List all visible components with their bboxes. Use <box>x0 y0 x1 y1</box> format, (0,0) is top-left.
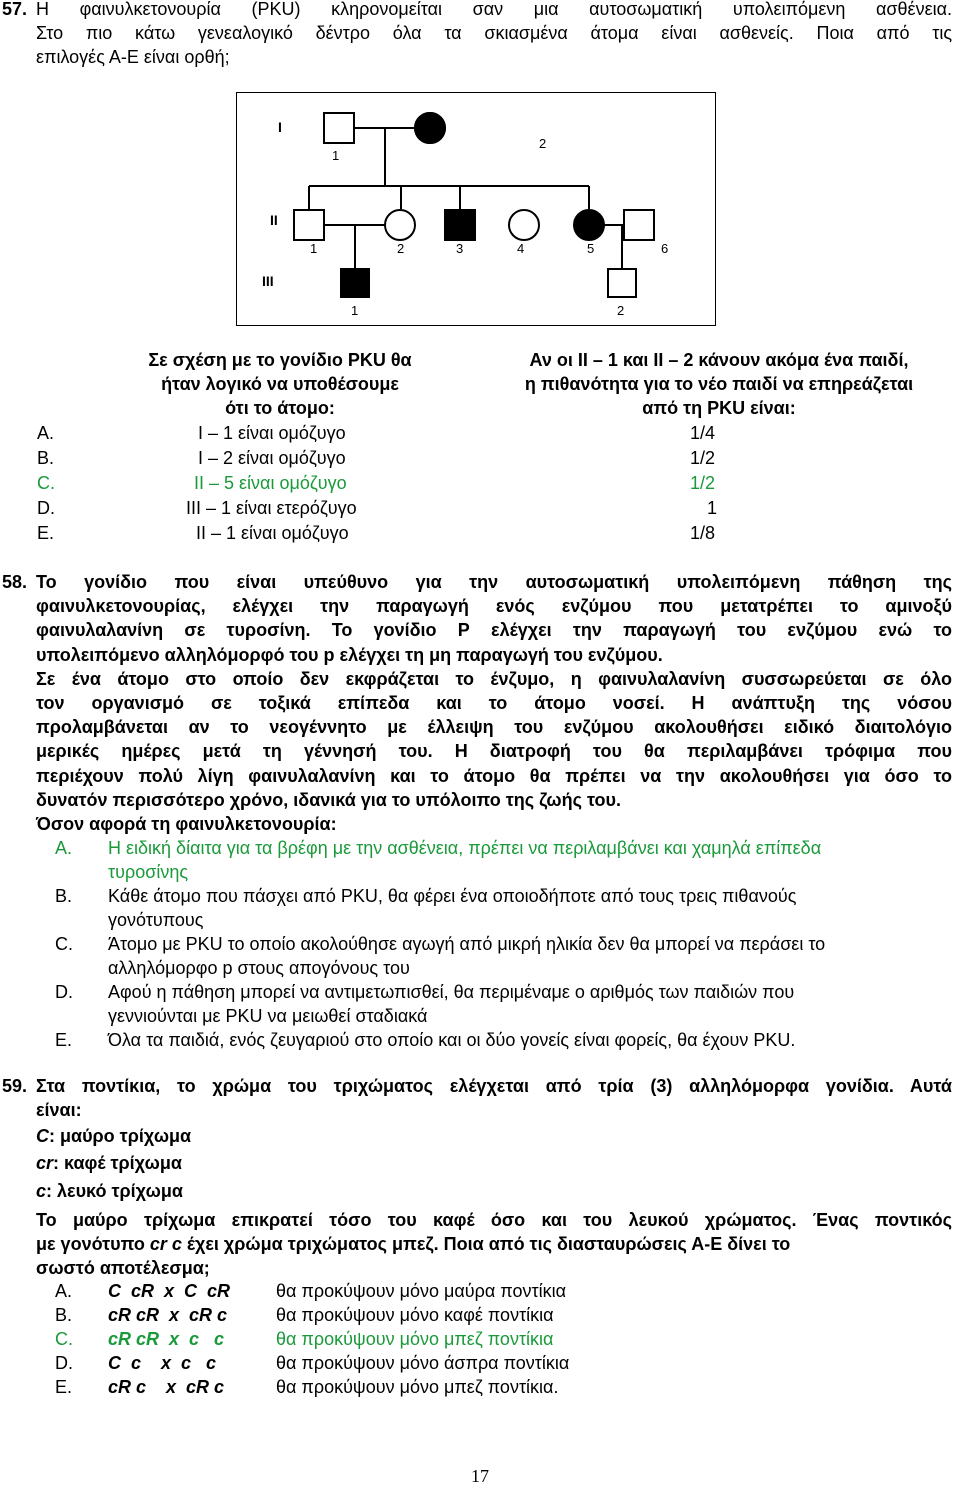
q58-option-e-l1: Όλα τα παιδιά, ενός ζευγαριού στο οποίο και οι δύο γονείς είναι φορείς, θα έχουν PKU. <box>108 1030 796 1050</box>
q59-option-b-letter: B. <box>55 1305 73 1325</box>
q59-allele-cr: cr: καφέ τρίχωμα <box>36 1153 182 1173</box>
q59-option-d-letter: D. <box>55 1353 73 1373</box>
pedigree-diagram <box>236 92 716 326</box>
q57-option-b: B. <box>37 448 55 468</box>
gen2-num-6: 6 <box>661 241 669 256</box>
q58-line-8: μερικές ημέρες μετά τη γέννησή του. Η διατροφή του θα περιλαμβάνει τρόφιμα που <box>36 741 952 761</box>
q57-line-3: επιλογές Α-Ε είναι ορθή; <box>36 47 230 67</box>
q58-option-e-letter: E. <box>55 1030 73 1050</box>
q58-line-3: φαινυλαλανίνη σε τυροσίνη. Το γονίδιο Ρ ελέγχει την παραγωγή του ενζύμου ενώ το <box>36 620 952 640</box>
q57-header-left: Σε σχέση με το γονίδιο PKU θα ήταν λογικό να υποθέσουμε ότι το άτομο: <box>148 350 412 418</box>
q59-option-c-letter: C. <box>55 1329 73 1349</box>
q57-option-e-text: II – 1 είναι ομόζυγο <box>196 523 349 543</box>
q57-option-d: D. <box>37 498 55 518</box>
q59-option-e-result: θα προκύψουν μόνο μπεζ ποντίκια. <box>276 1377 559 1397</box>
q57-line-1: Η φαινυλκετονουρία (PKU) κληρονομείται σαν μια αυτοσωματική υπολειπόμενη ασθένεια. <box>36 0 952 19</box>
gen2-num-2: 2 <box>397 241 405 256</box>
q57-option-c-prob: 1/2 <box>690 473 716 493</box>
q59-option-b-cross: cR cR x cR c <box>108 1305 228 1325</box>
q59-line-2: είναι: <box>36 1100 82 1120</box>
q58-line-11: Όσον αφορά τη φαινυλκετονουρία: <box>36 814 337 834</box>
gen-label-2: II <box>270 212 278 228</box>
q57-option-c: C. <box>37 473 55 493</box>
q58-line-6: τον οργανισμό σε τοξικά επίπεδα και το άτομο νοσεί. Η ανάπτυξη της νόσου <box>36 693 952 713</box>
q59-option-c-cross: cR cR x c c <box>108 1329 225 1349</box>
I-2-affected-circle <box>415 113 445 143</box>
gen1-num-1: 1 <box>332 148 340 163</box>
q59-option-e-letter: E. <box>55 1377 73 1397</box>
q57-option-e-prob: 1/8 <box>690 523 716 543</box>
q58-option-b-l1: Κάθε άτομο που πάσχει από PKU, θα φέρει ένα οποιοδήποτε από τους τρεις πιθανούς <box>108 886 797 906</box>
gen2-num-4: 4 <box>517 241 525 256</box>
q59-option-a-result: θα προκύψουν μόνο μαύρα ποντίκια <box>276 1281 566 1301</box>
q58-option-b-letter: B. <box>55 886 73 906</box>
q58-option-a-letter: A. <box>55 838 73 858</box>
q58-line-7: προλαμβάνεται αν το νεογέννητο με έλλειψη του ενζύμου ακολουθήσει ειδικό διαιτολόγιο <box>36 717 952 737</box>
q59-option-b-result: θα προκύψουν μόνο καφέ ποντίκια <box>276 1305 554 1325</box>
q59-option-e-cross: cR c x cR c <box>108 1377 225 1397</box>
q58-line-4: υπολειπόμενο αλληλόμορφό του p ελέγχει τη μη παραγωγή του ενζύμου. <box>36 645 663 665</box>
q58-option-d-l1: Αφού η πάθηση μπορεί να αντιμετωπισθεί, θα περιμέναμε ο αριθμός των παιδιών που <box>108 982 795 1002</box>
q58-line-5: Σε ένα άτομο στο οποίο δεν εκφράζεται το ένζυμο, η φαινυλαλανίνη συσσωρεύεται σε όλο <box>36 669 952 689</box>
q57-option-b-text: I – 2 είναι ομόζυγο <box>198 448 346 468</box>
q58-line-2: φαινυλκετονουρίας, ελέγχει την παραγωγή ενός ενζύμου που μετατρέπει το αμινοξύ <box>36 596 952 616</box>
q59-option-c-result: θα προκύψουν μόνο μπεζ ποντίκια <box>276 1329 554 1349</box>
q58-line-1: Το γονίδιο που είναι υπεύθυνο για την αυτοσωματική υπολειπόμενη πάθηση της <box>36 572 952 592</box>
q57-number: 57. <box>2 0 28 19</box>
q59-allele-c: c: λευκό τρίχωμα <box>36 1181 183 1201</box>
gen2-num-1: 1 <box>310 241 318 256</box>
gen3-num-1: 1 <box>351 303 359 318</box>
q58-option-c-l2: αλληλόμορφο p στους απογόνους του <box>108 958 410 978</box>
q58-option-d-letter: D. <box>55 982 73 1002</box>
q58-option-a-l2: τυροσίνης <box>108 862 188 882</box>
q59-line-1: Στα ποντίκια, το χρώμα του τριχώματος ελέγχεται από τρία (3) αλληλόμορφα γονίδια. Αυτά <box>36 1076 952 1096</box>
q58-option-c-l1: Άτομο με PKU το οποίο ακολούθησε αγωγή από μικρή ηλικία δεν θα μπορεί να περάσει το <box>108 934 826 954</box>
q57-header-right: Αν οι ΙΙ – 1 και ΙΙ – 2 κάνουν ακόμα ένα παιδί, η πιθανότητα για το νέο παιδί να επηρεάζεται από τη PKU είναι: <box>524 350 914 418</box>
q57-option-d-text: III – 1 είναι ετερόζυγο <box>186 498 357 518</box>
q58-option-a-l1: Η ειδική δίαιτα για τα βρέφη με την ασθένεια, πρέπει να περιλαμβάνει και χαμηλά επίπεδα <box>108 838 822 858</box>
gen2-num-3: 3 <box>456 241 464 256</box>
gen-label-3: III <box>262 273 274 289</box>
I-1-square <box>324 113 354 143</box>
q57-option-b-prob: 1/2 <box>690 448 716 468</box>
gen1-num-2: 2 <box>539 136 547 151</box>
q57-option-e: E. <box>37 523 55 543</box>
gen3-num-2: 2 <box>617 303 625 318</box>
q57-option-d-prob: 1 <box>707 498 718 518</box>
q58-number: 58. <box>2 572 28 592</box>
q59-number: 59. <box>2 1076 28 1096</box>
q59-line-5: σωστό αποτέλεσμα; <box>36 1258 210 1278</box>
gen2-num-5: 5 <box>587 241 595 256</box>
q58-option-d-l2: γεννιούνται με PKU να μειωθεί σταδιακά <box>108 1006 428 1026</box>
q59-allele-C: C: μαύρο τρίχωμα <box>36 1126 192 1146</box>
q58-option-b-l2: γονότυπους <box>108 910 204 930</box>
q57-option-a: A. <box>37 423 55 443</box>
q59-line-3: Το μαύρο τρίχωμα επικρατεί τόσο του καφέ όσο και του λευκού χρώματος. Ένας ποντικός <box>36 1210 952 1230</box>
gen-label-1: I <box>278 119 282 135</box>
q58-line-9: περιέχουν πολύ λίγη φαινυλαλανίνη και το άτομο θα πρέπει να την ακολουθήσει για όσο το <box>36 766 952 786</box>
q59-line-4: με γονότυπο cr c έχει χρώμα τριχώματος μπεζ. Ποια από τις διασταυρώσεις Α-Ε δίνει το <box>36 1234 791 1254</box>
q58-option-c-letter: C. <box>55 934 73 954</box>
q57-line-2: Στο πιο κάτω γενεαλογικό δέντρο όλα τα σκιασμένα άτομα είναι ασθενείς. Ποια από τις <box>36 23 952 43</box>
q59-option-a-letter: A. <box>55 1281 73 1301</box>
page-number: 17 <box>471 1466 489 1486</box>
q59-option-d-cross: C c x c c <box>108 1353 217 1373</box>
q59-option-a-cross: C cR x C cR <box>108 1281 231 1301</box>
q59-option-d-result: θα προκύψουν μόνο άσπρα ποντίκια <box>276 1353 570 1373</box>
q57-option-a-prob: 1/4 <box>690 423 716 443</box>
q57-option-c-text: II – 5 είναι ομόζυγο <box>194 473 347 493</box>
q57-option-a-text: I – 1 είναι ομόζυγο <box>198 423 346 443</box>
q58-line-10: δυνατόν περισσότερο χρόνο, ιδανικά για το υπόλοιπο της ζωής του. <box>36 790 621 810</box>
